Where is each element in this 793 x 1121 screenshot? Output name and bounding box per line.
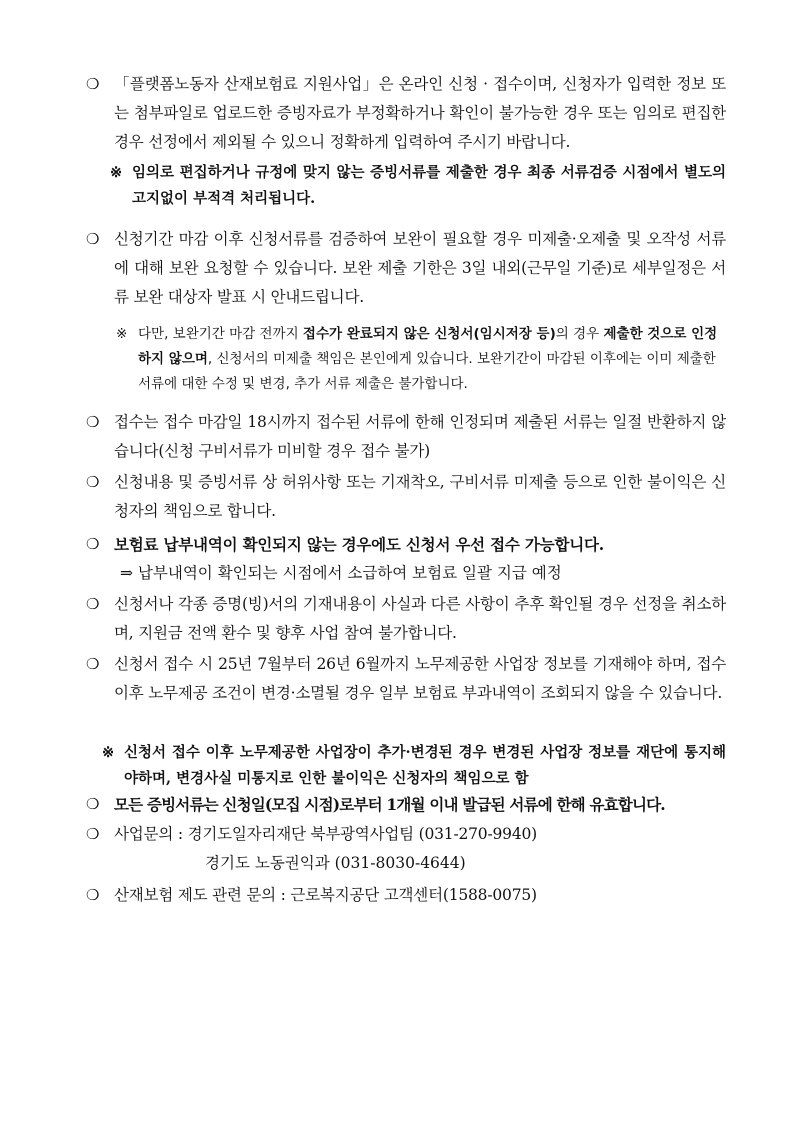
notice-text: 신청기간 마감 이후 신청서류를 검증하여 보완이 필요할 경우 미제출·오제출 및 오작성 서류에 대해 보완 요청할 수 있습니다. 보완 제출 기한은 3일 내외(근무일 기준)로 세부일정은 서류 보완 대상자 발표 시 안내드립니다. xyxy=(114,230,726,306)
note-segment-bold: 접수가 완료되지 않은 신청서(임시저장 등) xyxy=(302,326,556,342)
note-segment-bold: 제출한 것으로 인정하지 않으며 xyxy=(138,326,718,367)
notice-text: 신청내용 및 증빙서류 상 허위사항 또는 기재착오, 구비서류 미제출 등으로 인한 불이익은 신청자의 책임으로 합니다. xyxy=(114,473,726,520)
notice-item-supplement xyxy=(86,225,726,312)
note-segment: 의 경우 xyxy=(555,326,604,342)
notice-item-insurance-inquiry xyxy=(86,881,726,910)
circle-bullet-icon: ❍ xyxy=(86,413,100,431)
notice-text: 모든 증빙서류는 신청일(모집 시점)로부터 1개월 이내 발급된 서류에 한해 유효합니다. xyxy=(114,795,665,814)
notice-item-premium-history xyxy=(86,530,726,559)
notice-text: 사업문의 : 경기도일자리재단 북부광역사업팀 (031-270-9940) xyxy=(114,825,538,843)
reference-mark-icon: ※ xyxy=(110,164,123,181)
notice-text: 신청서 접수 시 25년 7월부터 26년 6월까지 노무제공한 사업장 정보를 기재해야 하며, 접수 이후 노무제공 조건이 변경·소멸될 경우 일부 보험료 부과내역이 조회되지 않을 수 있습니다. xyxy=(114,655,726,702)
notice-item-false-info xyxy=(86,590,726,648)
circle-bullet-icon: ❍ xyxy=(86,473,100,491)
notice-item-contact xyxy=(86,820,726,849)
notice-text: 보험료 납부내역이 확인되지 않는 경우에도 신청서 우선 접수 가능합니다. xyxy=(114,535,604,554)
notice-text: 「플랫폼노동자 산재보험료 지원사업」은 온라인 신청 · 접수이며, 신청자가 입력한 정보 또는 첨부파일로 업로드한 증빙자료가 부정확하거나 확인이 불가능한 경우 또는 임의로 편집한 경우 선정에서 제외될 수 있으니 정확하게 입력하여 주시기 바랍니다. xyxy=(114,75,726,151)
note-text xyxy=(138,322,728,397)
circle-bullet-icon: ❍ xyxy=(86,795,100,813)
note-workplace-change xyxy=(102,740,726,792)
notice-item-responsibility xyxy=(86,468,726,526)
notice-item-online-application xyxy=(86,70,726,157)
note-text: 신청서 접수 이후 노무제공한 사업장이 추가·변경된 경우 변경된 사업장 정보를 재단에 통지해야하며, 변경사실 미통지로 인한 불이익은 신청자의 책임으로 함 xyxy=(124,744,726,787)
notice-item-deadline xyxy=(86,408,726,466)
circle-bullet-icon: ❍ xyxy=(86,655,100,673)
notice-text: 신청서나 각종 증명(빙)서의 기재내용이 사실과 다른 사항이 추후 확인될 경우 선정을 취소하며, 지원금 전액 환수 및 향후 사업 참여 불가합니다. xyxy=(114,595,726,642)
reference-mark-icon: ※ xyxy=(116,326,128,342)
arrow-note: ⇒ 납부내역이 확인되는 시점에서 소급하여 보험료 일괄 지급 예정 xyxy=(120,564,562,582)
circle-bullet-icon: ❍ xyxy=(86,535,100,553)
note-supplement-deadline xyxy=(116,322,728,397)
circle-bullet-icon: ❍ xyxy=(86,886,100,904)
note-segment: , 신청서의 미제출 책임은 본인에게 있습니다. 보완기간이 마감된 이후에는 이미 제출한 서류에 대한 수정 및 변경, 추가 서류 제출은 불가합니다. xyxy=(138,351,716,392)
notice-text: 접수는 접수 마감일 18시까지 접수된 서류에 한해 인정되며 제출된 서류는 일절 반환하지 않습니다(신청 구비서류가 미비할 경우 접수 불가) xyxy=(114,413,726,460)
circle-bullet-icon: ❍ xyxy=(86,75,100,93)
note-text: 임의로 편집하거나 규정에 맞지 않는 증빙서류를 제출한 경우 최종 서류검증 시점에서 별도의 고지없이 부적격 처리됩니다. xyxy=(132,164,726,207)
note-editing-warning xyxy=(110,160,726,212)
note-segment: 다만, 보완기간 마감 전까지 xyxy=(138,326,303,342)
notice-text: 산재보험 제도 관련 문의 : 근로복지공단 고객센터(1588-0075) xyxy=(114,886,537,904)
contact-line-2: 경기도 노동권익과 (031-8030-4644) xyxy=(205,854,466,872)
circle-bullet-icon: ❍ xyxy=(86,230,100,248)
notice-item-document-validity xyxy=(86,790,726,819)
circle-bullet-icon: ❍ xyxy=(86,595,100,613)
reference-mark-icon: ※ xyxy=(102,744,115,761)
notice-item-workplace-info xyxy=(86,650,726,708)
circle-bullet-icon: ❍ xyxy=(86,825,100,843)
